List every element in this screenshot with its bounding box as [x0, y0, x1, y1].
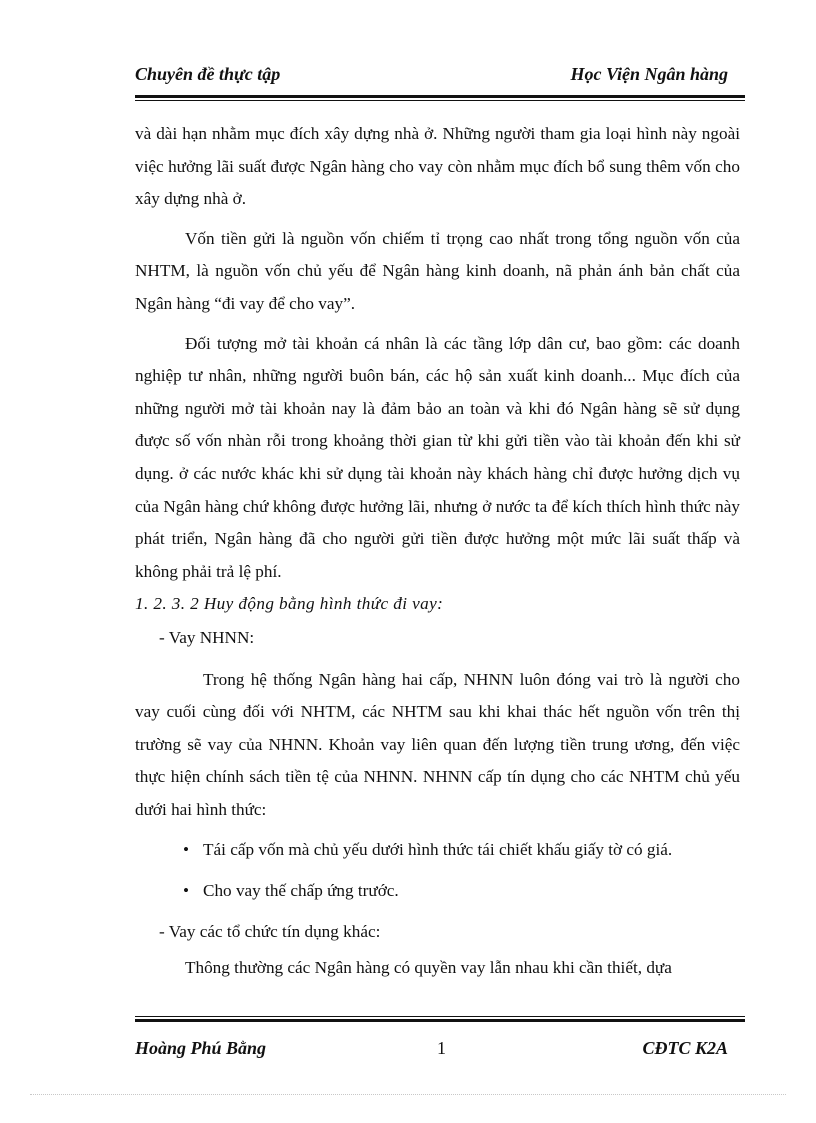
subheading-vay-nhnn: - Vay NHNN:	[159, 627, 255, 647]
document-body	[135, 118, 740, 985]
paragraph-2: Vốn tiền gửi là nguồn vốn chiếm tỉ trọng cao nhất trong tổng nguồn vốn của NHTM, là nguồn vốn chủ yếu để Ngân hàng kinh doanh, nã phản ánh bản chất của Ngân hàng “đi vay để cho vay”.	[135, 228, 740, 313]
page-edge-divider	[30, 1094, 786, 1095]
paragraph-4: Trong hệ thống Ngân hàng hai cấp, NHNN luôn đóng vai trò là người cho vay cuối cùng đối với NHTM, các NHTM sau khi khai thác hết nguồn vốn trên thị trường sẽ vay của NHNN. Khoản vay liên quan đến lượng tiền trung ương, đến việc thực hiện chính sách tiền tệ của NHNN. NHNN cấp tín dụng cho các NHTM chủ yếu dưới hai hình thức:	[135, 669, 740, 819]
bullet-icon: •	[183, 840, 190, 860]
footer-divider	[135, 1016, 745, 1022]
bullet-icon: •	[183, 881, 190, 901]
subheading-vay-tctd: - Vay các tổ chức tín dụng khác:	[159, 921, 381, 941]
list-item: • Tái cấp vốn mà chủ yếu dưới hình thức tái chiết khấu giấy tờ có giá.	[135, 834, 740, 867]
page-footer	[135, 1016, 745, 1066]
paragraph-1: và dài hạn nhằm mục đích xây dựng nhà ở. Những người tham gia loại hình này ngoài việc hưởng lãi suất được Ngân hàng cho vay còn nhằm mục đích bổ sung thêm vốn cho xây dựng nhà ở.	[135, 124, 740, 209]
page-header	[135, 64, 745, 102]
footer-author: Hoàng Phú Bằng	[135, 1038, 267, 1058]
paragraph-3: Đối tượng mở tài khoản cá nhân là các tầng lớp dân cư, bao gồm: các doanh nghiệp tư nhân, những người buôn bán, các hộ sản xuất kinh doanh... Mục đích của những người mở tài khoản nay là đảm bảo an toàn và khi đó Ngân hàng sẽ sử dụng được số vốn nhàn rỗi trong khoảng thời gian từ khi gửi tiền vào tài khoản đến khi sử dụng. ở các nước khác khi sử dụng tài khoản này khách hàng chỉ được hưởng dịch vụ của Ngân hàng chứ không được hưởng lãi, nhưng ở nước ta để kích thích hình thức này phát triển, Ngân hàng đã cho người gửi tiền được hưởng một mức lãi suất thấp và không phải trả lệ phí.	[135, 333, 740, 581]
bullet-list	[135, 834, 740, 907]
paragraph-5: Thông thường các Ngân hàng có quyền vay lẫn nhau khi cần thiết, dựa	[185, 958, 672, 978]
section-heading: 1. 2. 3. 2 Huy động bằng hình thức đi vay:	[135, 594, 444, 614]
header-divider	[135, 95, 745, 101]
footer-class: CĐTC K2A	[642, 1038, 728, 1058]
list-item: • Cho vay thế chấp ứng trước.	[135, 875, 740, 908]
header-right-title: Học Viện Ngân hàng	[570, 64, 728, 84]
page-number: 1	[437, 1038, 446, 1058]
header-left-title: Chuyên đề thực tập	[135, 64, 281, 84]
